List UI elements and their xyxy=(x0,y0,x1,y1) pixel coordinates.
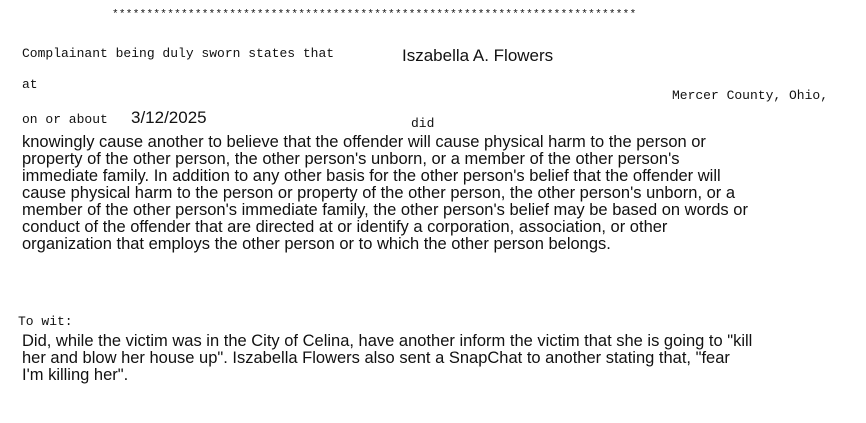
did-label: did xyxy=(411,116,435,131)
complainant-statement-label: Complainant being duly sworn states that xyxy=(22,46,335,61)
facts-description xyxy=(22,333,852,384)
asterisk-divider: **************************************************************************** xyxy=(112,9,637,21)
location-county: Mercer County, Ohio, xyxy=(671,88,828,103)
offense-line: cause physical harm to the person or property of the other person, the other person's unborn, or a xyxy=(22,184,736,202)
date-label: on or about xyxy=(22,112,108,127)
offense-line: member of the other person's immediate family, the other person's belief may be based on words or xyxy=(22,201,748,219)
facts-line: I'm killing her". xyxy=(22,366,129,384)
offense-description xyxy=(22,134,852,253)
to-wit-label: To wit: xyxy=(18,314,73,329)
facts-line: Did, while the victim was in the City of Celina, have another inform the victim that she is going to "kill xyxy=(22,332,753,350)
offense-line: property of the other person, the other person's unborn, or a member of the other person's xyxy=(22,150,680,168)
offense-line: organization that employs the other person or to which the other person belongs. xyxy=(22,235,611,253)
offense-line: immediate family. In addition to any other basis for the other person's belief that the offender will xyxy=(22,167,721,185)
facts-line: her and blow her house up". Iszabella Flowers also sent a SnapChat to another stating that, "fear xyxy=(22,349,730,367)
offense-date: 3/12/2025 xyxy=(131,108,207,127)
at-label: at xyxy=(22,77,38,92)
offense-line: knowingly cause another to believe that the offender will cause physical harm to the person or xyxy=(22,133,706,151)
defendant-name: Iszabella A. Flowers xyxy=(402,46,554,65)
offense-line: conduct of the offender that are directed at or identify a corporation, association, or other xyxy=(22,218,668,236)
